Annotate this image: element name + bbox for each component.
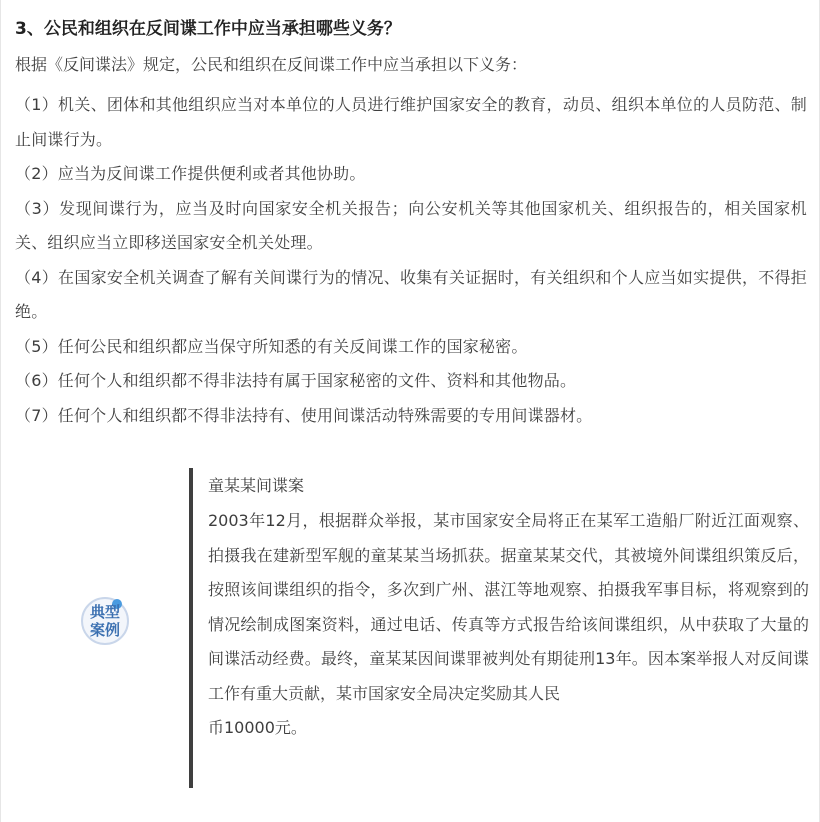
case-body-tail: 币10000元。: [208, 718, 307, 737]
case-body: [208, 504, 809, 746]
duty-item: （5）任何公民和组织都应当保守所知悉的有关反间谍工作的国家秘密。: [15, 336, 528, 356]
intro-text: 根据《反间谍法》规定，公民和组织在反间谍工作中应当承担以下义务：: [15, 55, 528, 74]
duty-item: （2）应当为反间谍工作提供便利或者其他协助。: [15, 164, 366, 183]
case-body-text: 2003年12月，根据群众举报，某市国家安全局将正在某军工造船厂附近江面观察、拍摄我在建新型军舰的童某某当场抓获。据童某某交代，其被境外间谍组织策反后，按照该间谍组织的指令，多次到广州、湛江等地观察、拍摄我军事目标，将观察到的情况绘制成图案资料，通过电话、传真等方式报告给该间谍组织，从中获取了大量的间谍活动经费。最终，童某某因间谍罪被判处有期徒刑13年。因本案举报人对反间谍工作有重大贡献，某市国家安全局决定奖励其人民: [208, 511, 809, 703]
duty-item: （7）任何个人和组织都不得非法持有、使用间谍活动特殊需要的专用间谍器材。: [15, 405, 593, 425]
badge-line2: 案例: [89, 621, 121, 639]
duty-item: （4）在国家安全机关调查了解有关间谍行为的情况、收集有关证据时，有关组织和个人应当如实提供，不得拒绝。: [15, 267, 807, 321]
duty-item: （6）任何个人和组织都不得非法持有属于国家秘密的文件、资料和其他物品。: [15, 371, 577, 390]
case-box: [189, 468, 809, 788]
duty-item: （3）发现间谍行为，应当及时向国家安全机关报告；向公安机关等其他国家机关、组织报告的，相关国家机关、组织应当立即移送国家安全机关处理。: [15, 198, 807, 252]
typical-case-badge-icon: [77, 592, 133, 648]
badge-line1: 典型: [89, 603, 121, 621]
case-title: 童某某间谍案: [208, 476, 305, 495]
duties-list: [15, 88, 807, 433]
question-title: 3、公民和组织在反间谍工作中应当承担哪些义务？: [15, 19, 401, 39]
duty-item: （1）机关、团体和其他组织应当对本单位的人员进行维护国家安全的教育，动员、组织本单位的人员防范、制止间谍行为。: [15, 95, 807, 149]
